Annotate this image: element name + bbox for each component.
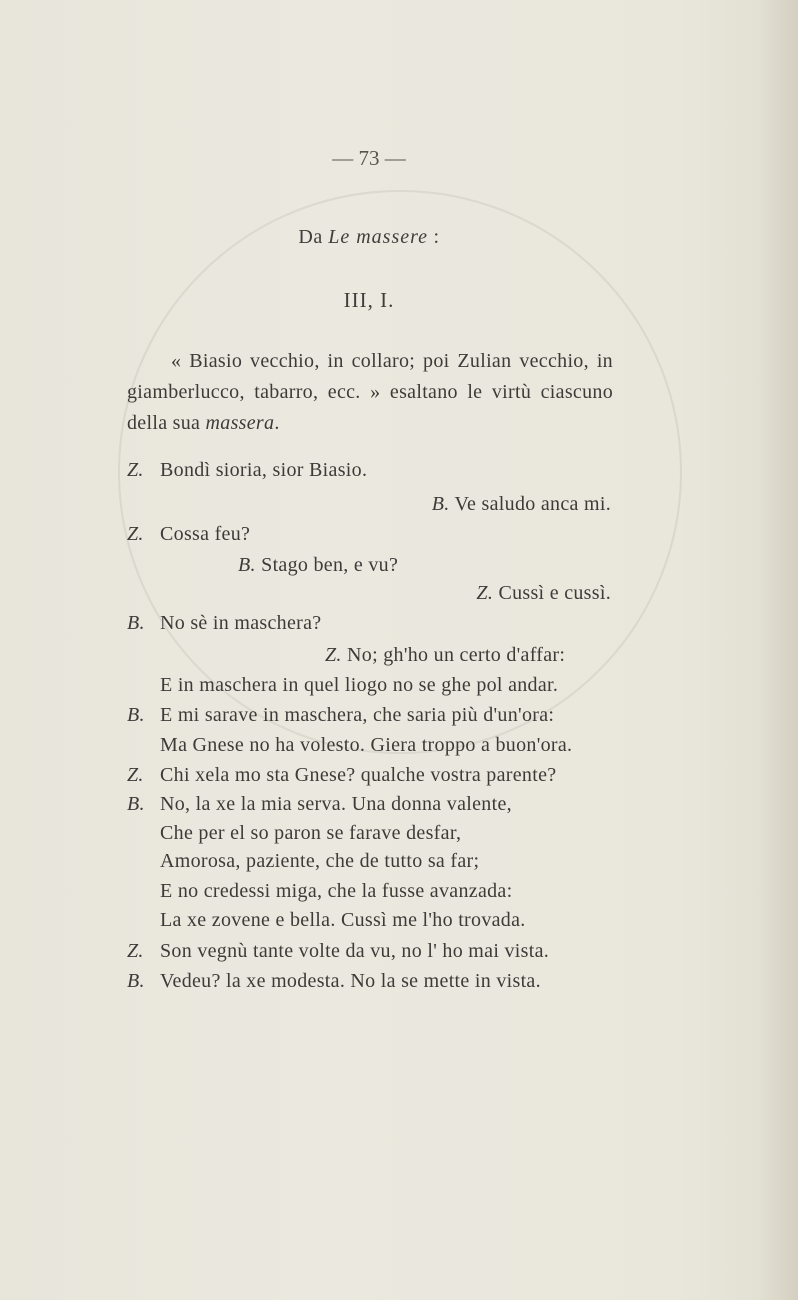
- speaker-label: B.: [431, 493, 450, 515]
- dialogue-line: [0, 578, 798, 608]
- line-text: No sè in maschera?: [160, 612, 322, 634]
- dialogue-line: [0, 760, 798, 790]
- dialogue-line: [0, 700, 798, 730]
- speaker-label: B.: [238, 554, 256, 576]
- page-number: — 73 —: [332, 146, 406, 170]
- line-text: E mi sarave in maschera, che saria più d'un'ora:: [160, 704, 555, 726]
- speaker-label: Z.: [127, 940, 144, 962]
- dialogue-line: [0, 730, 798, 760]
- dialogue-line: [0, 818, 798, 848]
- dialogue-line: [0, 789, 798, 819]
- line-text: La xe zovene e bella. Cussì me l'ho trovada.: [160, 909, 526, 931]
- line-right-aligned: [432, 489, 611, 519]
- dialogue-line: [0, 608, 798, 638]
- stage-direction-text: « Biasio vecchio, in collaro; poi Zulian vecchio, in giamberlucco, tabarro, ecc. » esaltano le virtù ciascuno della sua: [127, 350, 613, 434]
- line-text: Cossa feu?: [160, 523, 251, 545]
- line-text: Vedeu? la xe modesta. No la se mette in vista.: [160, 970, 541, 992]
- dialogue-line: [0, 550, 798, 580]
- dialogue-line: [0, 936, 798, 966]
- dialogue-line: [0, 640, 798, 670]
- line-text: Amorosa, paziente, che de tutto sa far;: [160, 850, 480, 872]
- source-title: Le massere: [328, 226, 429, 248]
- line-text: Ve saludo anca mi.: [454, 493, 611, 515]
- source-heading: [0, 226, 738, 249]
- source-suffix: :: [428, 226, 440, 248]
- dialogue-line: [0, 455, 798, 485]
- speaker-label: Z.: [127, 764, 144, 786]
- line-text: No; gh'ho un certo d'affar:: [347, 644, 566, 666]
- speaker-label: Z.: [476, 582, 494, 604]
- speaker-label: B.: [127, 704, 145, 726]
- line-text: Che per el so paron se farave desfar,: [160, 822, 462, 844]
- source-prefix: Da: [298, 226, 329, 248]
- dialogue-line: [0, 670, 798, 700]
- dialogue-line: [0, 519, 798, 549]
- dialogue-line: [0, 966, 798, 996]
- line-text: E in maschera in quel liogo no se ghe pol andar.: [160, 674, 559, 696]
- act-scene-heading: III, I.: [343, 288, 395, 312]
- stage-direction: [127, 346, 613, 439]
- dialogue-line: [0, 489, 798, 519]
- line-text: Bondì sioria, sior Biasio.: [160, 459, 368, 481]
- line-text: E no credessi miga, che la fusse avanzada:: [160, 880, 513, 902]
- speaker-label: B.: [127, 612, 145, 634]
- dialogue-line: [0, 876, 798, 906]
- line-text: Stago ben, e vu?: [261, 554, 399, 576]
- line-indented: [238, 550, 398, 580]
- line-text: No, la xe la mia serva. Una donna valente,: [160, 793, 512, 815]
- line-text: Cussì e cussì.: [498, 582, 611, 604]
- stage-direction-end: .: [274, 412, 280, 434]
- line-text: Ma Gnese no ha volesto. Giera troppo a buon'ora.: [160, 734, 573, 756]
- line-text: Chi xela mo sta Gnese? qualche vostra parente?: [160, 764, 557, 786]
- line-right-aligned: [476, 578, 611, 608]
- speaker-label: Z.: [127, 459, 144, 481]
- speaker-label: B.: [127, 793, 145, 815]
- line-text: Son vegnù tante volte da vu, no l' ho mai vista.: [160, 940, 550, 962]
- speaker-label: Z.: [325, 644, 342, 666]
- stage-direction-emphasis: massera: [205, 412, 275, 434]
- dialogue-line: [0, 846, 798, 876]
- speaker-label: Z.: [127, 523, 144, 545]
- dialogue-line: [0, 905, 798, 935]
- line-indented: [325, 640, 565, 670]
- speaker-label: B.: [127, 970, 145, 992]
